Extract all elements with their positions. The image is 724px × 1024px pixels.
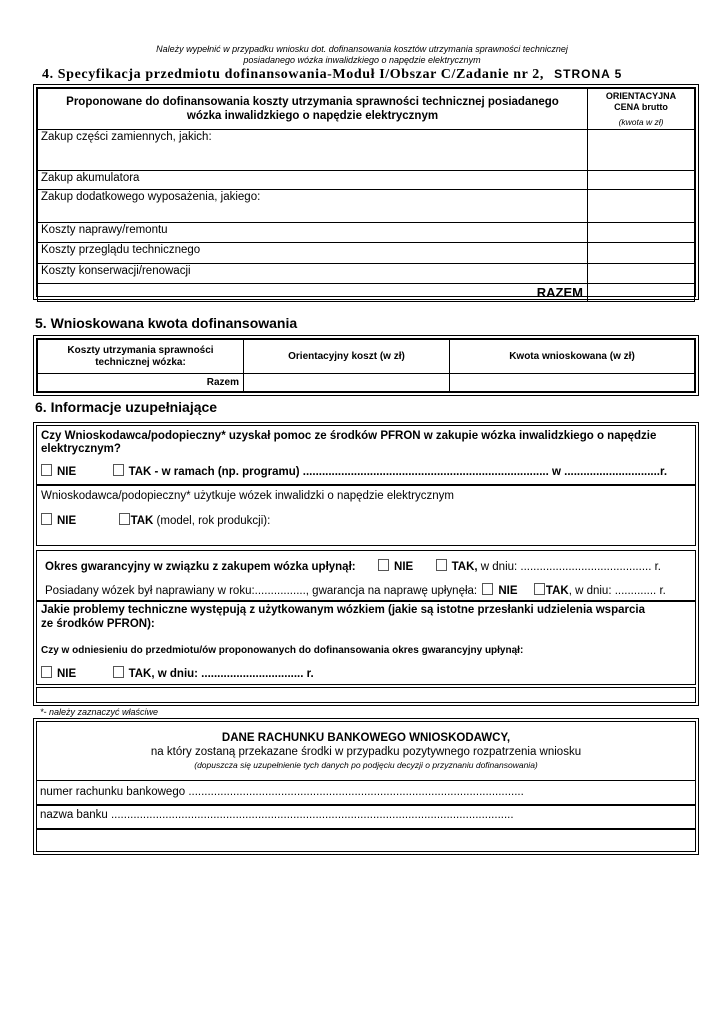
row-maintenance: Koszty konserwacji/renowacji — [38, 264, 588, 284]
q3-no-label: NIE — [394, 561, 414, 573]
q6-yes-label: TAK, w dniu: ................................ r. — [128, 668, 314, 680]
funding-col-costs-line-1: Koszty utrzymania sprawności — [67, 344, 214, 356]
wheelchair-use-block — [36, 485, 696, 546]
q2-yes-detail: (model, rok produkcji): — [153, 515, 271, 527]
funding-table — [37, 339, 695, 392]
funding-col-requested: Kwota wnioskowana (w zł) — [450, 340, 695, 374]
header-price-line-2: CENA brutto — [614, 102, 668, 112]
q2-options — [41, 513, 270, 527]
section-4-title — [42, 67, 692, 83]
price-repair[interactable] — [588, 223, 695, 243]
price-spare-parts[interactable] — [588, 130, 695, 171]
q3-yes-detail: w dniu: ......................................... r. — [477, 561, 661, 573]
cost-table-header-price — [588, 89, 695, 130]
q2-no-label: NIE — [57, 515, 77, 527]
row-extra-equipment: Zakup dodatkowego wyposażenia, jakiego: — [38, 190, 588, 223]
cost-table-frame — [33, 84, 699, 300]
q1-line-2: elektrycznym? — [41, 443, 121, 455]
q3-yes-label: TAK, — [451, 561, 478, 573]
q6-no-label: NIE — [57, 668, 77, 680]
bank-data-frame — [33, 718, 699, 855]
q4-label: Posiadany wózek był naprawiany w roku:................, gwarancja na naprawę upłynęła: — [45, 585, 478, 597]
funding-total-requested[interactable] — [450, 374, 695, 392]
row-inspection: Koszty przeglądu technicznego — [38, 243, 588, 264]
funding-total-estimated[interactable] — [244, 374, 450, 392]
q6-text: Czy w odniesieniu do przedmiotu/ów proponowanych do dofinansowania okres gwarancyjny upłynął: — [41, 645, 524, 656]
additional-info-empty-row[interactable] — [36, 687, 696, 703]
q4-yes-checkbox[interactable] — [534, 583, 545, 595]
bank-data-inner — [36, 721, 696, 852]
cost-table-header-main — [38, 89, 588, 130]
price-extra-equipment[interactable] — [588, 190, 695, 223]
q5-line-1: Jakie problemy techniczne występują z użytkowanym wózkiem (jakie są istotne przesłanki udzielenia wsparcia — [41, 604, 645, 616]
q5-line-2: ze środków PFRON): — [41, 618, 155, 630]
cost-table — [37, 88, 695, 302]
q1-options — [41, 464, 667, 478]
q3-row — [45, 559, 661, 573]
q4-yes-detail: , w dniu: ............. r. — [568, 585, 666, 597]
header-price-unit: (kwota w zł) — [618, 117, 664, 127]
bank-name-field[interactable]: nazwa banku .............................................................................................................................. — [40, 809, 514, 821]
page-label: STRONA 5 — [554, 67, 623, 81]
funding-col-costs-line-2: technicznej wózka: — [95, 356, 186, 368]
total-price[interactable] — [588, 284, 695, 302]
q3-no-checkbox[interactable] — [378, 559, 389, 571]
warranty-block — [36, 550, 696, 601]
footnote: *- należy zaznaczyć właściwe — [40, 707, 159, 717]
technical-problems-block — [36, 601, 696, 685]
row-spare-parts: Zakup części zamiennych, jakich: — [38, 130, 588, 171]
q6-options — [41, 666, 314, 680]
bank-account-field[interactable]: numer rachunku bankowego ......................................................................................................... — [40, 786, 524, 798]
q2-yes-checkbox[interactable] — [119, 513, 130, 525]
section-6-title: 6. Informacje uzupełniające — [35, 399, 218, 415]
bank-separator-2 — [37, 804, 695, 806]
q6-yes-checkbox[interactable] — [113, 666, 124, 678]
total-label: RAZEM — [38, 284, 588, 302]
q3-yes-checkbox[interactable] — [436, 559, 447, 571]
bank-separator-3 — [37, 828, 695, 830]
funding-col-costs — [38, 340, 244, 374]
funding-total-label: Razem — [38, 374, 244, 392]
q4-row — [45, 583, 666, 597]
q4-no-checkbox[interactable] — [482, 583, 493, 595]
price-battery[interactable] — [588, 171, 695, 190]
q4-yes-label: TAK — [545, 585, 569, 597]
q1-line-1: Czy Wnioskodawca/podopieczny* uzyskał pomoc ze środków PFRON w zakupie wózka inwalidzkiego o napędzie — [41, 430, 657, 442]
pfron-help-block — [36, 425, 696, 485]
q4-no-label: NIE — [498, 585, 518, 597]
intro-line-2: posiadanego wózka inwalidzkiego o napędzie elektrycznym — [243, 55, 481, 65]
bank-separator-1 — [37, 780, 695, 781]
header-main-line-2: wózka inwalidzkiego o napędzie elektrycznym — [186, 110, 439, 122]
funding-col-estimated: Orientacyjny koszt (w zł) — [244, 340, 450, 374]
q1-no-label: NIE — [57, 466, 77, 478]
price-maintenance[interactable] — [588, 264, 695, 284]
q6-no-checkbox[interactable] — [41, 666, 52, 678]
q2-yes-label: TAK — [130, 515, 154, 527]
price-inspection[interactable] — [588, 243, 695, 264]
q1-yes-checkbox[interactable] — [113, 464, 124, 476]
intro-note — [0, 44, 724, 66]
bank-note: (dopuszcza się uzupełnienie tych danych po podjęciu decyzji o przyznaniu dofinansowania) — [194, 760, 538, 770]
header-main-line-1: Proponowane do dofinansowania koszty utrzymania sprawności technicznej posiadanego — [66, 96, 559, 108]
intro-line-1: Należy wypełnić w przypadku wniosku dot. dofinansowania kosztów utrzymania sprawności technicznej — [156, 44, 568, 54]
row-battery: Zakup akumulatora — [38, 171, 588, 190]
q1-yes-label: TAK - w ramach (np. programu) ............................................................................. w ..............................r. — [128, 466, 668, 478]
funding-table-frame — [33, 335, 699, 396]
additional-info-frame — [33, 422, 699, 706]
q1-no-checkbox[interactable] — [41, 464, 52, 476]
q2-no-checkbox[interactable] — [41, 513, 52, 525]
bank-title: DANE RACHUNKU BANKOWEGO WNIOSKODAWCY, — [221, 732, 511, 744]
header-price-line-1: ORIENTACYJNA — [605, 91, 677, 101]
section-4-title-text: 4. Specyfikacja przedmiotu dofinansowania-Moduł I/Obszar C/Zadanie nr 2, — [42, 67, 545, 82]
bank-subtitle: na który zostaną przekazane środki w przypadku pozytywnego rozpatrzenia wniosku — [150, 746, 582, 758]
section-5-title: 5. Wnioskowana kwota dofinansowania — [35, 315, 298, 331]
row-repair: Koszty naprawy/remontu — [38, 223, 588, 243]
q3-label: Okres gwarancyjny w związku z zakupem wózka upłynął: — [45, 561, 356, 573]
q2-text: Wnioskodawca/podopieczny* użytkuje wózek inwalidzki o napędzie elektrycznym — [41, 490, 454, 502]
